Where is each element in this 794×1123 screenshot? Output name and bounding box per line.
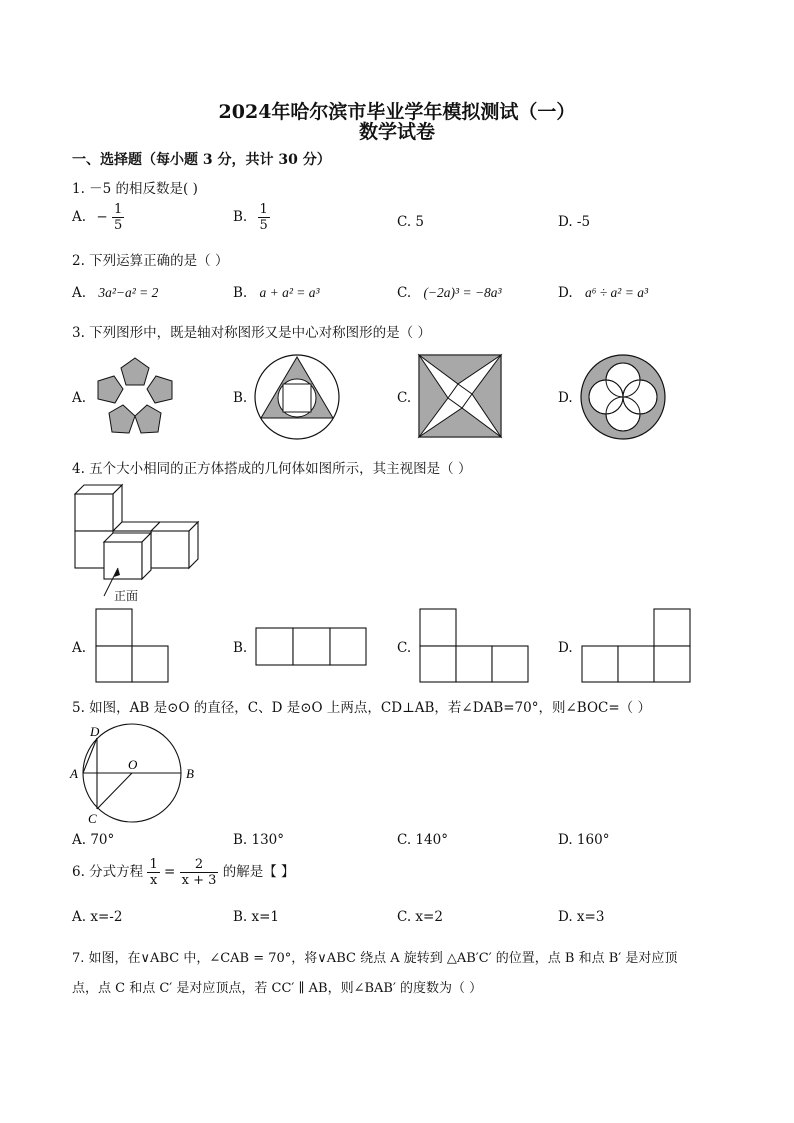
pentagon-lower-left bbox=[109, 405, 135, 433]
q5-option-c[interactable]: C. 140° bbox=[397, 832, 448, 848]
q4-figure-d bbox=[581, 608, 693, 684]
q3-figure-a-pentagons bbox=[90, 354, 180, 440]
q1-option-a-fraction bbox=[112, 202, 124, 233]
q2-option-a-expr: 3a²−a² = 2 bbox=[98, 285, 159, 300]
q1-b-numerator: 1 bbox=[259, 202, 268, 217]
q2-option-a[interactable] bbox=[72, 285, 158, 301]
question-7-line-2: 点，点 C 和点 C′ 是对应顶点，若 CC′ ∥ AB，则∠BAB′ 的度数为（ ） bbox=[72, 981, 483, 996]
q4-figure-c bbox=[419, 608, 531, 684]
q3-figure-c-pinwheel bbox=[418, 354, 502, 438]
q2-option-b[interactable] bbox=[233, 285, 320, 301]
q4-cube-solid bbox=[74, 484, 204, 604]
question-4-stem: 4. 五个大小相同的正方体搭成的几何体如图所示，其主视图是（ ） bbox=[72, 461, 472, 477]
q3-option-b[interactable]: B. bbox=[233, 390, 248, 406]
q3-figure-b-circle-triangle bbox=[254, 354, 340, 440]
q6-equals: = bbox=[164, 864, 176, 880]
q1-option-b[interactable] bbox=[233, 202, 270, 233]
q6-option-a[interactable]: A. x=-2 bbox=[72, 909, 123, 925]
q1-option-a[interactable] bbox=[72, 202, 124, 233]
q6-right-numerator: 2 bbox=[180, 857, 219, 873]
pentagon-lower-right bbox=[135, 405, 161, 433]
q1-option-c[interactable]: C. 5 bbox=[397, 214, 425, 230]
q2-option-d[interactable] bbox=[558, 285, 648, 301]
q4-figure-a bbox=[95, 608, 170, 684]
q1-option-a-sign: − bbox=[96, 209, 108, 225]
q5-option-b[interactable]: B. 130° bbox=[233, 832, 285, 848]
q5-point-d: D bbox=[90, 724, 100, 739]
q1-a-denominator: 5 bbox=[113, 218, 123, 233]
q5-point-b: B bbox=[186, 766, 194, 781]
q1-option-b-label: B. bbox=[233, 209, 248, 225]
q2-option-c-expr: (−2a)³ = −8a³ bbox=[423, 285, 502, 300]
q1-b-denominator: 5 bbox=[259, 218, 268, 233]
q6-right-denominator: x + 3 bbox=[181, 873, 217, 888]
question-1-stem: 1. －5 的相反数是( ) bbox=[72, 181, 198, 197]
page-title: 2024年哈尔滨市毕业学年模拟测试（一） bbox=[218, 101, 576, 123]
q6-option-b[interactable]: B. x=1 bbox=[233, 909, 280, 925]
q4-option-d[interactable]: D. bbox=[558, 640, 573, 656]
q3-option-a[interactable]: A. bbox=[72, 390, 87, 406]
q4-option-a[interactable]: A. bbox=[72, 640, 87, 656]
q6-left-fraction bbox=[147, 857, 159, 888]
q5-circle-figure bbox=[68, 722, 200, 830]
q1-option-d[interactable]: D. -5 bbox=[558, 214, 591, 230]
q5-option-d[interactable]: D. 160° bbox=[558, 832, 610, 848]
q6-stem-pre: 6. 分式方程 bbox=[72, 864, 144, 880]
q2-option-d-expr: a⁶ ÷ a² = a³ bbox=[584, 285, 648, 300]
pentagon-top bbox=[121, 358, 149, 385]
q2-option-b-expr: a + a² = a³ bbox=[259, 285, 320, 300]
q5-point-c: C bbox=[88, 811, 97, 826]
pentagon-upper-left bbox=[98, 376, 123, 403]
q1-option-b-fraction bbox=[258, 202, 270, 233]
q6-stem-post: 的解是【 】 bbox=[222, 864, 295, 880]
q2-option-c[interactable] bbox=[397, 285, 502, 301]
q6-left-denominator: x bbox=[149, 873, 158, 888]
question-5-stem: 5. 如图，AB 是⊙O 的直径，C、D 是⊙O 上两点，CD⊥AB，若∠DAB=70°，则∠BOC=（ ） bbox=[72, 700, 651, 716]
question-7-line-1: 7. 如图，在∨ABC 中，∠CAB = 70°，将∨ABC 绕点 A 旋转到 △AB′C′ 的位置，点 B 和点 B′ 是对应顶 bbox=[72, 951, 678, 966]
q5-point-a: A bbox=[70, 766, 78, 781]
q6-left-numerator: 1 bbox=[149, 857, 158, 872]
q6-option-c[interactable]: C. x=2 bbox=[397, 909, 443, 925]
q2-option-c-label: C. bbox=[397, 285, 412, 301]
question-2-stem: 2. 下列运算正确的是（ ） bbox=[72, 253, 229, 269]
question-3-stem: 3. 下列图形中，既是轴对称图形又是中心对称图形的是（ ） bbox=[72, 325, 431, 341]
q2-option-b-label: B. bbox=[233, 285, 248, 301]
page-subtitle: 数学试卷 bbox=[358, 121, 435, 143]
question-6-stem bbox=[72, 857, 295, 888]
q4-front-label: 正面 bbox=[114, 589, 139, 603]
pentagon-upper-right bbox=[147, 376, 172, 403]
q1-option-a-label: A. bbox=[72, 209, 87, 225]
q4-option-b[interactable]: B. bbox=[233, 640, 248, 656]
q6-option-d[interactable]: D. x=3 bbox=[558, 909, 605, 925]
q2-option-d-label: D. bbox=[558, 285, 573, 301]
q6-right-fraction bbox=[180, 857, 219, 888]
q2-option-a-label: A. bbox=[72, 285, 87, 301]
q4-option-c[interactable]: C. bbox=[397, 640, 412, 656]
q4-figure-b bbox=[255, 627, 367, 667]
q3-option-c[interactable]: C. bbox=[397, 390, 412, 406]
q5-option-a[interactable]: A. 70° bbox=[72, 832, 115, 848]
q5-point-o: O bbox=[128, 757, 138, 772]
section-heading: 一、选择题（每小题 3 分，共计 30 分） bbox=[72, 152, 331, 168]
q3-figure-d-petals bbox=[580, 354, 666, 440]
q3-option-d[interactable]: D. bbox=[558, 390, 573, 406]
q1-a-numerator: 1 bbox=[113, 202, 123, 217]
